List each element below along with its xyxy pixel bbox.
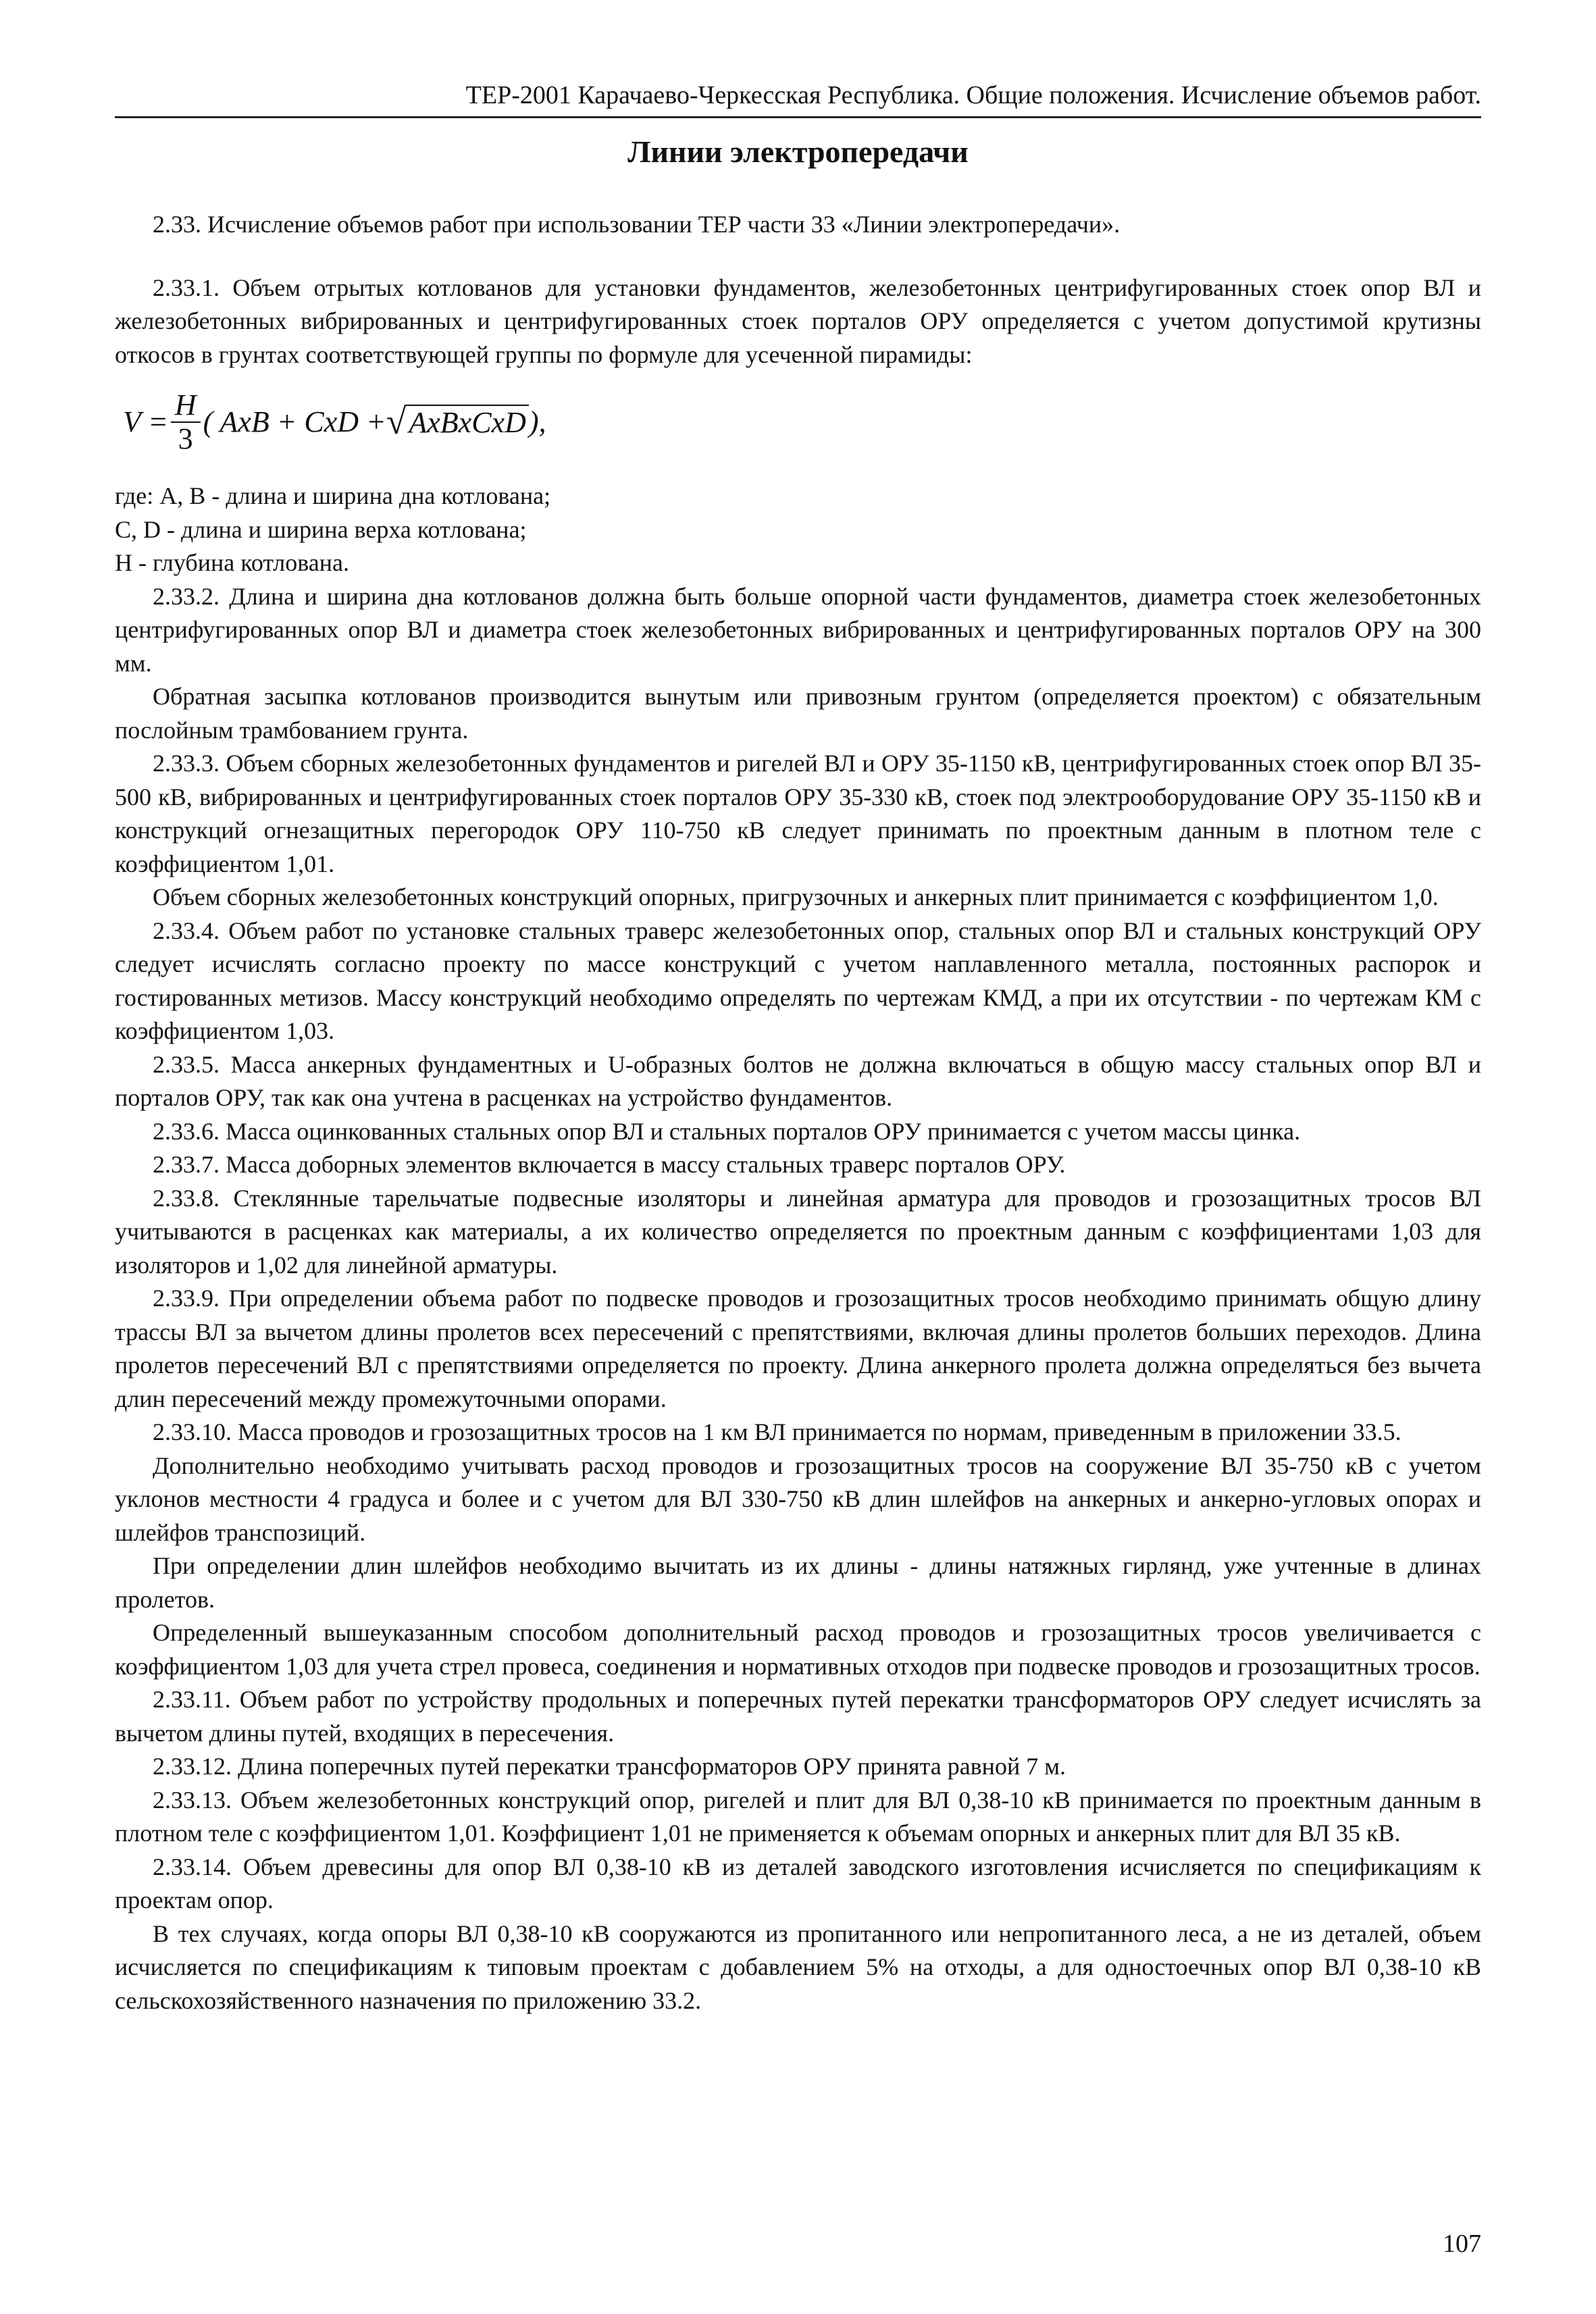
formula-body: ( AxB + CxD + (203, 405, 386, 439)
paragraph-plates: Объем сборных железобетонных конструкций опорных, пригрузочных и анкерных плит принимается с коэффициентом 1,0. (153, 883, 1439, 910)
paragraph-2-33-4: 2.33.4. Объем работ по установке стальных траверс железобетонных опор, стальных опор ВЛ и стальных конструкций ОРУ следует исчислять согласно проекту по массе конструкций с учетом наплавленного металла, постоянных распорок и гостированных метизов. Массу конструкций необходимо определять по чертежам КМД, а при их отсутствии - по чертежам КМ с коэффициентом 1,03. (115, 917, 1481, 1044)
formula-close: ), (528, 405, 546, 439)
paragraph-wood: В тех случаях, когда опоры ВЛ 0,38-10 кВ сооружаются из пропитанного или непропитанного леса, а не из деталей, объем исчисляется по спецификациям к типовым проектам с добавлением 5% на отходы, а для одностоечных опор ВЛ 0,38-10 кВ сельскохозяйственного назначения по приложению 33.2. (115, 1920, 1481, 2014)
intro-paragraph: 2.33. Исчисление объемов работ при использовании ТЕР части 33 «Линии электропередачи». (153, 211, 1121, 238)
paragraph-2-33-9: 2.33.9. При определении объема работ по подвеске проводов и грозозащитных тросов необходимо принимать общую длину трассы ВЛ за вычетом длины пролетов всех пересечений с препятствиями, включая длины пролетов больших переходов. Длина пролетов пересечений ВЛ с препятствиями определяется по проекту. Длина анкерного пролета должна определяться без вычета длин пересечений между промежуточными опорами. (115, 1285, 1481, 1412)
where-line-h: H - глубина котлована. (115, 549, 349, 576)
paragraph-backfill: Обратная засыпка котлованов производится вынутым или привозным грунтом (определяется проектом) с обязательным послойным трамбованием грунта. (115, 683, 1481, 744)
paragraph-2-33-6: 2.33.6. Масса оцинкованных стальных опор ВЛ и стальных порталов ОРУ принимается с учетом массы цинка. (153, 1117, 1301, 1145)
paragraph-2-33-11: 2.33.11. Объем работ по устройству продольных и поперечных путей перекатки трансформаторов ОРУ следует исчислять за вычетом длины путей, входящих в пересечения. (115, 1686, 1481, 1747)
where-line-ab: где: A, B - длина и ширина дна котлована; (115, 482, 551, 509)
section-title: Линии электропередачи (627, 134, 969, 169)
paragraph-2-33-7: 2.33.7. Масса доборных элементов включается в массу стальных траверс порталов ОРУ. (153, 1151, 1066, 1178)
formula-denominator: 3 (178, 422, 193, 455)
running-header: ТЕР-2001 Карачаево-Черкесская Республика. Общие положения. Исчисление объемов работ. (115, 74, 1481, 118)
paragraph-2-33-1: 2.33.1. Объем отрытых котлованов для установки фундаментов, железобетонных центрифугированных стоек опор ВЛ и железобетонных вибрированных и центрифугированных стоек порталов ОРУ определяется с учетом допустимой крутизны откосов в грунтах соответствующей группы по формуле для усеченной пирамиды: (115, 274, 1481, 368)
formula-fraction (171, 389, 201, 455)
sqrt-icon: √ (386, 401, 407, 442)
paragraph-2-33-10: 2.33.10. Масса проводов и грозозащитных тросов на 1 км ВЛ принимается по нормам, приведенным в приложении 33.5. (153, 1418, 1401, 1445)
document-body (115, 208, 1481, 2017)
formula-lhs: V = (123, 405, 168, 439)
formula-radicand: AxBxCxD (406, 405, 528, 440)
paragraph-2-33-13: 2.33.13. Объем железобетонных конструкций опор, ригелей и плит для ВЛ 0,38-10 кВ принимается по проектным данным в плотном теле с коэффициентом 1,01. Коэффициент 1,01 не применяется к объемам опорных и анкерных плит для ВЛ 35 кВ. (115, 1786, 1481, 1847)
paragraph-2-33-12: 2.33.12. Длина поперечных путей перекатки трансформаторов ОРУ принята равной 7 м. (153, 1753, 1066, 1780)
paragraph-coefficient: Определенный вышеуказанным способом дополнительный расход проводов и грозозащитных тросов увеличивается с коэффициентом 1,03 для учета стрел провеса, соединения и нормативных отходов при подвеске проводов и грозозащитных тросов. (115, 1619, 1481, 1680)
paragraph-2-33-8: 2.33.8. Стеклянные тарельчатые подвесные изоляторы и линейная арматура для проводов и грозозащитных тросов ВЛ учитываются в расценках как материалы, а их количество определяется по проектным данным с коэффициентами 1,03 для изоляторов и 1,02 для линейной арматуры. (115, 1184, 1481, 1279)
page-number: 107 (1443, 2230, 1481, 2258)
where-line-cd: C, D - длина и ширина верха котлована; (115, 515, 527, 543)
paragraph-2-33-14: 2.33.14. Объем древесины для опор ВЛ 0,38-10 кВ из деталей заводского изготовления исчисляется по спецификациям к проектам опор. (115, 1853, 1481, 1913)
formula-numerator: H (171, 389, 201, 423)
paragraph-2-33-5: 2.33.5. Масса анкерных фундаментных и U-образных болтов не должна включаться в общую массу стальных опор ВЛ и порталов ОРУ, так как она учтена в расценках на устройство фундаментов. (115, 1050, 1481, 1111)
paragraph-2-33-2: 2.33.2. Длина и ширина дна котлованов должна быть больше опорной части фундаментов, диаметра стоек железобетонных центрифугированных опор ВЛ и диаметра стоек железобетонных вибрированных и центрифугированных порталов ОРУ на 300 мм. (115, 582, 1481, 677)
paragraph-extra-wires: Дополнительно необходимо учитывать расход проводов и грозозащитных тросов на сооружение ВЛ 35-750 кВ с учетом уклонов местности 4 градуса и более и с учетом для ВЛ 330-750 кВ длин шлейфов на анкерных и анкерно-угловых опорах и шлейфов транспозиций. (115, 1451, 1481, 1546)
paragraph-2-33-3: 2.33.3. Объем сборных железобетонных фундаментов и ригелей ВЛ и ОРУ 35-1150 кВ, центрифугированных стоек опор ВЛ 35-500 кВ, вибрированных и центрифугированных стоек порталов ОРУ 35-330 кВ, стоек под электрооборудование ОРУ 35-1150 кВ и конструкций огнезащитных перегородок ОРУ 110-750 кВ следует принимать по проектным данным в плотном теле с коэффициентом 1,01. (115, 750, 1481, 877)
paragraph-loops: При определении длин шлейфов необходимо вычитать из их длины - длины натяжных гирлянд, уже учтенные в длинах пролетов. (115, 1552, 1481, 1613)
pyramid-volume-formula (123, 371, 1481, 473)
